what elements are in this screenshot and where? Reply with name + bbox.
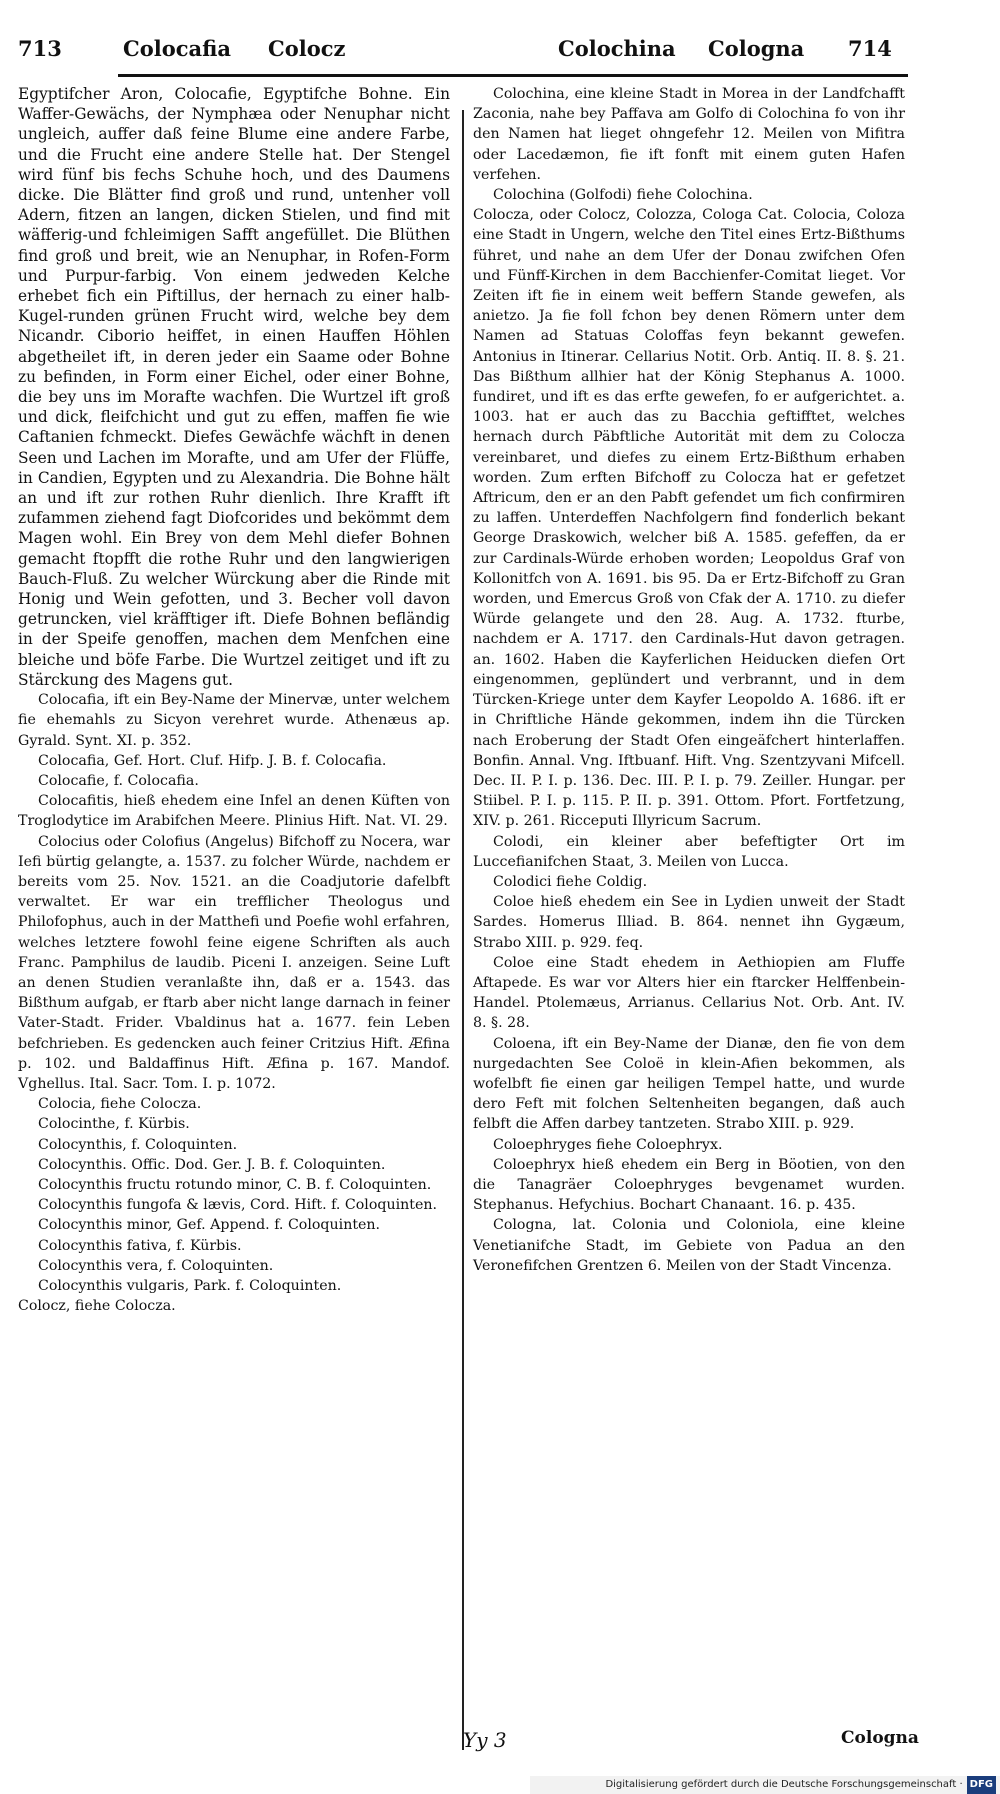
page-number-left: 713 [18,36,62,61]
entry: Colocz, fiehe Colocza. [18,1298,176,1315]
page [18,30,918,1770]
entry: Colocynthis. Offic. Dod. Ger. J. B. f. Coloquinten. [38,1156,386,1173]
entry: Colocafitis, hieß ehedem eine Infel an denen Küften von Troglodytice im Arabifchen Meere. Plinius Hift. Nat. VI. 29. [18,793,450,830]
entry: Colocafie, f. Colocafia. [38,772,199,789]
digitization-footer [530,1776,1000,1794]
entry: Colochina (Golfodi) fiehe Colochina. [493,187,753,204]
catchword: Cologna [841,1728,919,1748]
entry: Colocafia, Gef. Hort. Cluf. Hifp. J. B. f. Colocafia. [38,752,387,769]
entry: Colocynthis fativa, f. Kürbis. [38,1237,242,1254]
left-column [18,84,450,1316]
entry: Colodici fiehe Coldig. [493,873,648,890]
right-column [473,84,905,1276]
header-word-right-1: Colochina [558,36,676,61]
signature-mark: Yy 3 [463,1728,507,1752]
header-rule [118,74,908,77]
header-word-left-2: Colocz [268,36,346,61]
entry: Colocynthis vera, f. Coloquinten. [38,1257,274,1274]
entry: Coloephryges fiehe Coloephryx. [493,1136,723,1153]
entry: Colocynthis, f. Coloquinten. [38,1136,238,1153]
entry: Coloe eine Stadt ehedem in Aethiopien am Fluffe Aftapede. Es war vor Alters hier ein ftarcker Helffenbein-Handel. Ptolemæus, Arrianus. Cellarius Not. Orb. Ant. IV. 8. §. 28. [473,954,905,1032]
page-number-right: 714 [848,36,892,61]
entry: Colocinthe, f. Kürbis. [38,1116,190,1133]
entry: Colodi, ein kleiner aber befeftigter Ort im Luccefianifchen Staat, 3. Meilen von Lucca. [473,833,905,870]
running-header [18,30,918,78]
entry: Colocynthis minor, Gef. Append. f. Coloquinten. [38,1217,381,1234]
footer-text: Digitalisierung gefördert durch die Deutsche Forschungsgemeinschaft · [605,1779,963,1790]
entry: Coloena, ift ein Bey-Name der Dianæ, den fie von dem nurgedachten See Coloë in klein-Afien bekommen, als wofelbft fie einen gar heiligen Tempel hatte, und wurde dero Feft mit folchen Seltenheiten begangen, daß auch felbft die Affen darbey tantzeten. Strabo XIII. p. 929. [473,1035,905,1133]
column-divider [462,110,464,1750]
entry: Colocynthis fungofa & lævis, Cord. Hift. f. Coloquinten. [38,1197,438,1214]
entry: Cologna, lat. Colonia und Coloniola, eine kleine Venetianifche Stadt, im Gebiete von Padua an den Veronefifchen Grentzen 6. Meilen von der Stadt Vincenza. [473,1217,905,1274]
dfg-logo: DFG [967,1776,996,1794]
entry: Coloephryx hieß ehedem ein Berg in Böotien, von den die Tanagräer Coloephryges bevgenamet wurden. Stephanus. Hefychius. Bochart Chanaant. 16. p. 435. [473,1156,905,1214]
entry: Colocza, oder Colocz, Colozza, Cologa Cat. Colocia, Coloza eine Stadt in Ungern, welche den Titel eines Ertz-Bißthums führet, und nahe an dem Ufer der Donau zwifchen Ofen und Fünff-Kirchen in dem Bacchienfer-Comitat lieget. Vor Zeiten ift fie in einem weit beffern Stande gewefen, als anietzo. Ja fie foll fchon bey denen Römern unter dem Namen ad Statuas Coloffas feyn bekannt gewefen. Antonius in Itinerar. Cellarius Notit. Orb. Antiq. II. 8. §. 21. Das Bißthum allhier hat der König Stephanus A. 1000. fundiret, und ift es das erfte gewefen, fo er aufgerichtet. a. 1003. hat er auch das zu Bacchia geftifftet, welches hernach durch Päbftliche Autorität mit dem zu Colocza vereinbaret, und diefes zu einem Ertz-Bißthum erhaben worden. Zum erften Bifchoff zu Colocza hat er gefetzet Aftricum, den er an den Pabft gefendet um fich confirmiren zu laffen. Unterdeffen Nachfolgern find fonderlich bekant George Draskowich, welcher biß A. 1585. gefeffen, da er zur Cardinals-Würde erhoben worden; Leopoldus Graf von Kollonitfch von A. 1691. bis 95. Da er Ertz-Bifchoff zu Gran worden, und Emercus Groß von Cfak der A. 1710. zu diefer Würde gelangete und den 28. Aug. A. 1732. fturbe, nachdem er A. 1717. den Cardinals-Hut davon getragen. an. 1602. Haben die Kayferlichen Heiducken diefen Ort eingenommen, geplündert und verbrannt, und in dem Türcken-Kriege unter dem Kayfer Leopoldo A. 1686. ift er in Chriftliche Hände gekommen, indem ihn die Türcken nach Eroberung der Stadt Ofen eingeäfchert hinterlaffen. Bonfin. Annal. Vng. Iftbuanf. Hift. Vng. Szentzyvani Mifcell. Dec. II. P. I. p. 136. Dec. III. P. I. p. 79. Zeiller. Hungar. per Stiibel. P. I. p. 115. P. II. p. 391. Ottom. Pfort. Fortfetzung, XIV. p. 261. Ricceputi Illyricum Sacrum. [473,207,905,830]
entry: Colocius oder Colofius (Angelus) Bifchoff zu Nocera, war Iefi bürtig gelangte, a. 1537. zu folcher Würde, nachdem er bereits vom 25. Nov. 1521. an die Coadjutorie dafelbft verwaltet. Er war ein trefflicher Theologus und Philofophus, auch in der Matthefi und Poefie wohl erfahren, welches letztere fowohl feine eigene Schriften als auch Franc. Pamphilus de laudib. Piceni I. anzeigen. Seine Luft an denen Studien veranlaßte ihn, daß er a. 1543. das Bißthum aufgab, er ftarb aber nicht lange darnach in feiner Vater-Stadt. Frider. Vbaldinus hat a. 1677. fein Leben befchrieben. Es gedencken auch feiner Critzius Hift. Æfina p. 102. und Baldaffinus Hift. Æfina p. 167. Mandof. Vghellus. Ital. Sacr. Tom. I. p. 1072. [18,833,450,1092]
entry: Colocynthis vulgaris, Park. f. Coloquinten. [38,1277,342,1294]
entry: Colocafia, ift ein Bey-Name der Minervæ, unter welchem fie ehemahls zu Sicyon verehret wurde. Athenæus ap. Gyrald. Synt. XI. p. 352. [18,692,450,749]
entry: Colocynthis fructu rotundo minor, C. B. f. Coloquinten. [38,1176,432,1193]
entry: Colocia, fiehe Colocza. [38,1096,202,1113]
header-word-right-2: Cologna [708,36,805,61]
entry: Colochina, eine kleine Stadt in Morea in der Landfchafft Zaconia, nahe bey Paffava am Golfo di Colochina fo von ihr den Namen hat lieget ohngefehr 12. Meilen von Mifitra oder Lacedæmon, fie ift fonft mit einem guten Hafen verfehen. [473,86,905,183]
entry: Coloe hieß ehedem ein See in Lydien unweit der Stadt Sardes. Homerus Illiad. B. 864. nennet ihn Gygæum, Strabo XIII. p. 929. feq. [473,894,905,951]
entry: Egyptifcher Aron, Colocafie, Egyptifche Bohne. Ein Waffer-Gewächs, der Nymphæa oder Nenuphar nicht ungleich, auffer daß feine Blume eine andere Farbe, und die Frucht eine andere Stelle hat. Der Stengel wird fünf bis fechs Schuhe hoch, und des Daumens dicke. Die Blätter find groß und rund, untenher voll Adern, fitzen an langen, dicken Stielen, und find mit wäfferig-und fchleimigen Safft angefüllet. Die Blüthen find groß und breit, wie an Nenuphar, in Rofen-Form und Purpur-farbig. Von einem jedweden Kelche erhebet fich ein Piftillus, der hernach zu einer halb-Kugel-runden grünen Frucht wird, welche bey dem Nicandr. Ciborio heiffet, in einen Hauffen Höhlen abgetheilet ift, in deren jeder ein Saame oder Bohne zu befinden, in Form einer Eichel, oder einer Bohne, die bey uns im Morafte wachfen. Die Wurtzel ift groß und dick, fleifchicht und gut zu effen, maffen fie wie Caftanien fchmeckt. Diefes Gewächfe wächft in denen Seen und Lachen im Morafte, und am Ufer der Flüffe, in Candien, Egypten und zu Alexandria. Die Bohne hält an und ift zur rothen Ruhr dienlich. Ihre Krafft ift zufammen ziehend fagt Diofcorides und bekömmt dem Magen wohl. Ein Brey von dem Mehl diefer Bohnen gemacht ftopfft die rothe Ruhr und den langwierigen Bauch-Fluß. Zu welcher Würckung aber die Rinde mit Honig und Wein gefotten, und 3. Becher voll davon getruncken, viel kräfftiger ift. Diefe Bohnen befländig in der Speife genoffen, machen dem Menfchen eine bleiche und böfe Farbe. Die Wurtzel zeitiget und ift zu Stärckung des Magens gut. [18,85,450,689]
header-word-left-1: Colocafia [123,36,231,61]
